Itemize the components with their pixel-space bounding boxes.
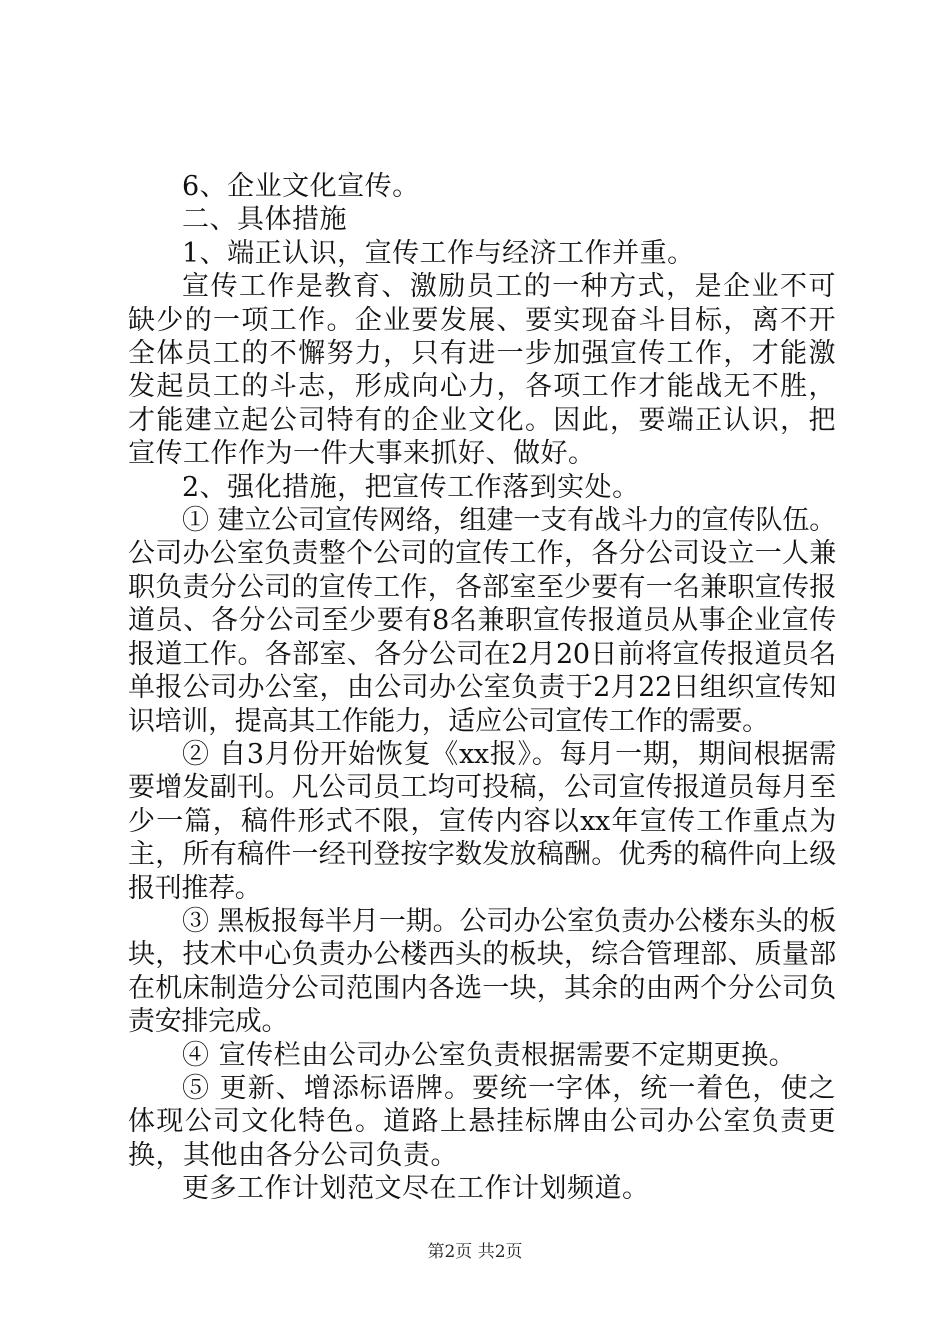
paragraph-propaganda-importance: 宣传工作是教育、激励员工的一种方式，是企业不可缺少的一项工作。企业要发展、要实现奋斗目标，离不开全体员工的不懈努力，只有进一步加强宣传工作，才能激发起员工的斗志，形成向心力，各项工作才能战无不胜，才能建立起公司特有的企业文化。因此，要端正认识，把宣传工作作为一件大事来抓好、做好。 xyxy=(128,271,836,470)
paragraph-newspaper: ② 自3月份开始恢复《xx报》。每月一期，期间根据需要增发副刊。凡公司员工均可投稿，公司宣传报道员每月至少一篇，稿件形式不限，宣传内容以xx年宣传工作重点为主，所有稿件一经刊登按字数发放稿酬。优秀的稿件向上级报刊推荐。 xyxy=(128,738,836,904)
paragraph-network: ① 建立公司宣传网络，组建一支有战斗力的宣传队伍。公司办公室负责整个公司的宣传工作，各分公司设立一人兼职负责分公司的宣传工作，各部室至少要有一名兼职宣传报道员、各分公司至少要有8名兼职宣传报道员从事企业宣传报道工作。各部室、各分公司在2月20日前将宣传报道员名单报公司办公室，由公司办公室负责于2月22日组织宣传知识培训，提高其工作能力，适应公司宣传工作的需要。 xyxy=(128,505,836,737)
paragraph-blackboard: ③ 黑板报每半月一期。公司办公室负责办公楼东头的板块，技术中心负责办公楼西头的板块，综合管理部、质量部在机床制造分公司范围内各选一块，其余的由两个分公司负责安排完成。 xyxy=(128,905,836,1038)
paragraph-bulletin: ④ 宣传栏由公司办公室负责根据需要不定期更换。 xyxy=(182,1039,797,1071)
paragraph-more: 更多工作计划范文尽在工作计划频道。 xyxy=(182,1173,650,1205)
subheading-2: 2、强化措施，把宣传工作落到实处。 xyxy=(182,471,640,503)
subheading-1: 1、端正认识，宣传工作与经济工作并重。 xyxy=(182,237,695,269)
page-footer: 第2页 共2页 xyxy=(427,1242,523,1262)
document-body xyxy=(128,170,836,1206)
section-heading-measures: 二、具体措施 xyxy=(182,204,347,236)
paragraph-item-6: 6、企业文化宣传。 xyxy=(182,171,420,202)
paragraph-slogans: ⑤ 更新、增添标语牌。要统一字体，统一着色，使之体现公司文化特色。道路上悬挂标牌由公司办公室负责更换，其他由各分公司负责。 xyxy=(128,1072,836,1171)
